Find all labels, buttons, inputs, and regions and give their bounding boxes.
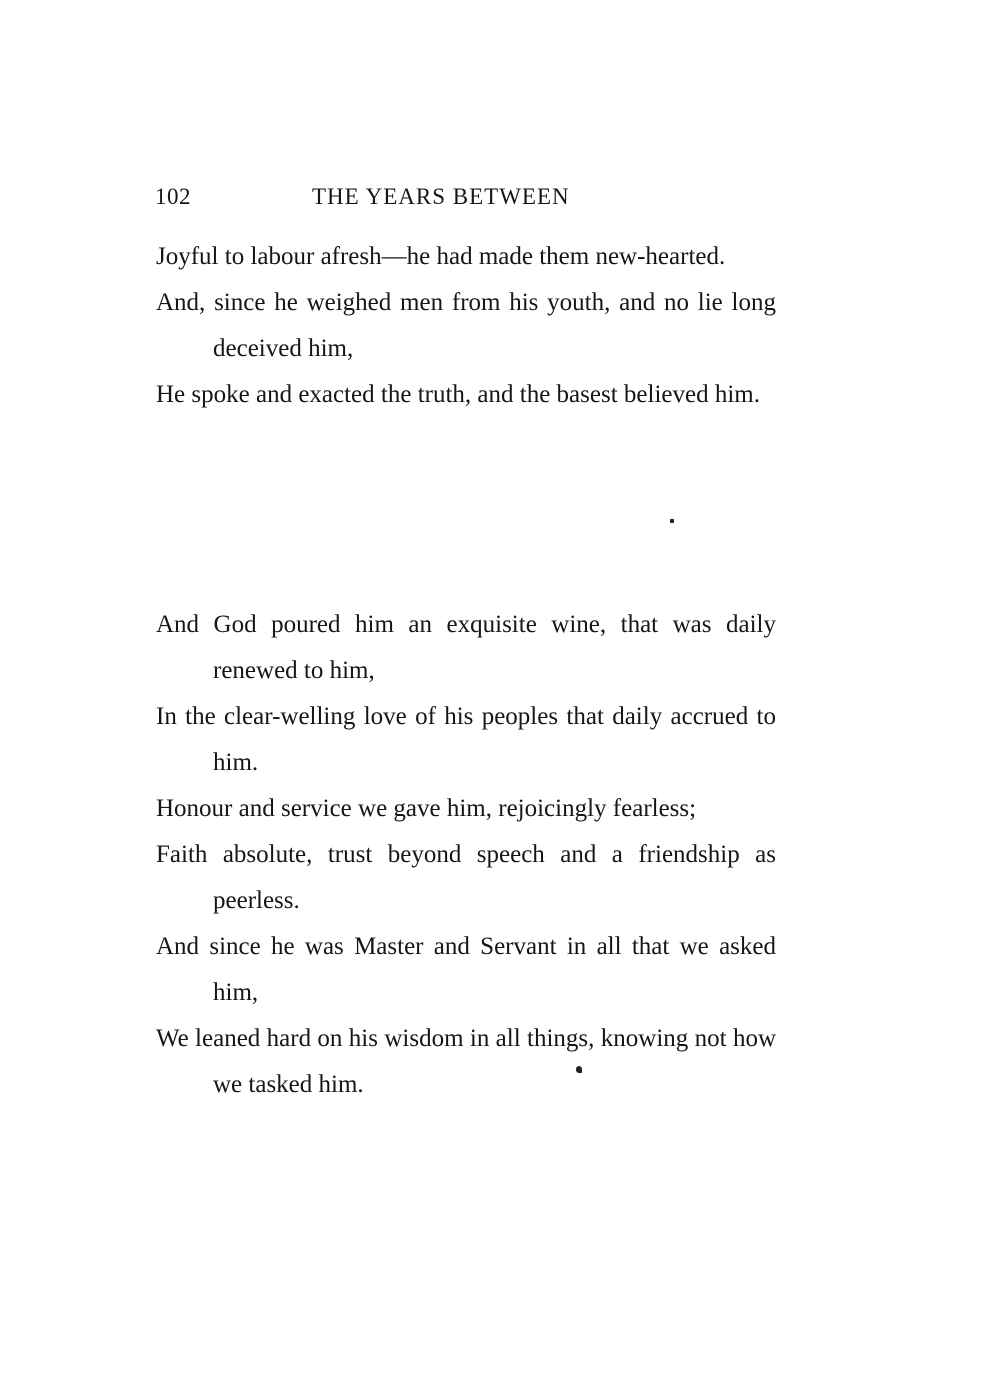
verse-line: Joyful to labour afresh—he had made them new-hearted. — [156, 243, 726, 270]
ink-speck — [576, 1066, 582, 1073]
verse-line: In the clear-welling love of his peoples that daily accrued to him. — [156, 703, 776, 776]
running-head — [155, 184, 615, 218]
verse-line: And, since he weighed men from his youth, and no lie long deceived him, — [156, 289, 776, 362]
ink-speck — [670, 519, 674, 523]
stanza-1 — [156, 234, 776, 418]
verse-line: And God poured him an exquisite wine, that was daily renewed to him, — [156, 611, 776, 684]
verse-line: We leaned hard on his wisdom in all things, knowing not how we tasked him. — [156, 1025, 776, 1098]
running-title: THE YEARS BETWEEN — [312, 184, 570, 209]
verse-line: He spoke and exacted the truth, and the basest believed him. — [156, 381, 760, 408]
stanza-2 — [156, 602, 776, 1108]
verse-line: Honour and service we gave him, rejoicingly fearless; — [156, 795, 697, 822]
page-number: 102 — [155, 184, 191, 209]
verse-line: And since he was Master and Servant in all that we asked him, — [156, 933, 776, 1006]
verse-line: Faith absolute, trust beyond speech and a friendship as peerless. — [156, 841, 776, 914]
